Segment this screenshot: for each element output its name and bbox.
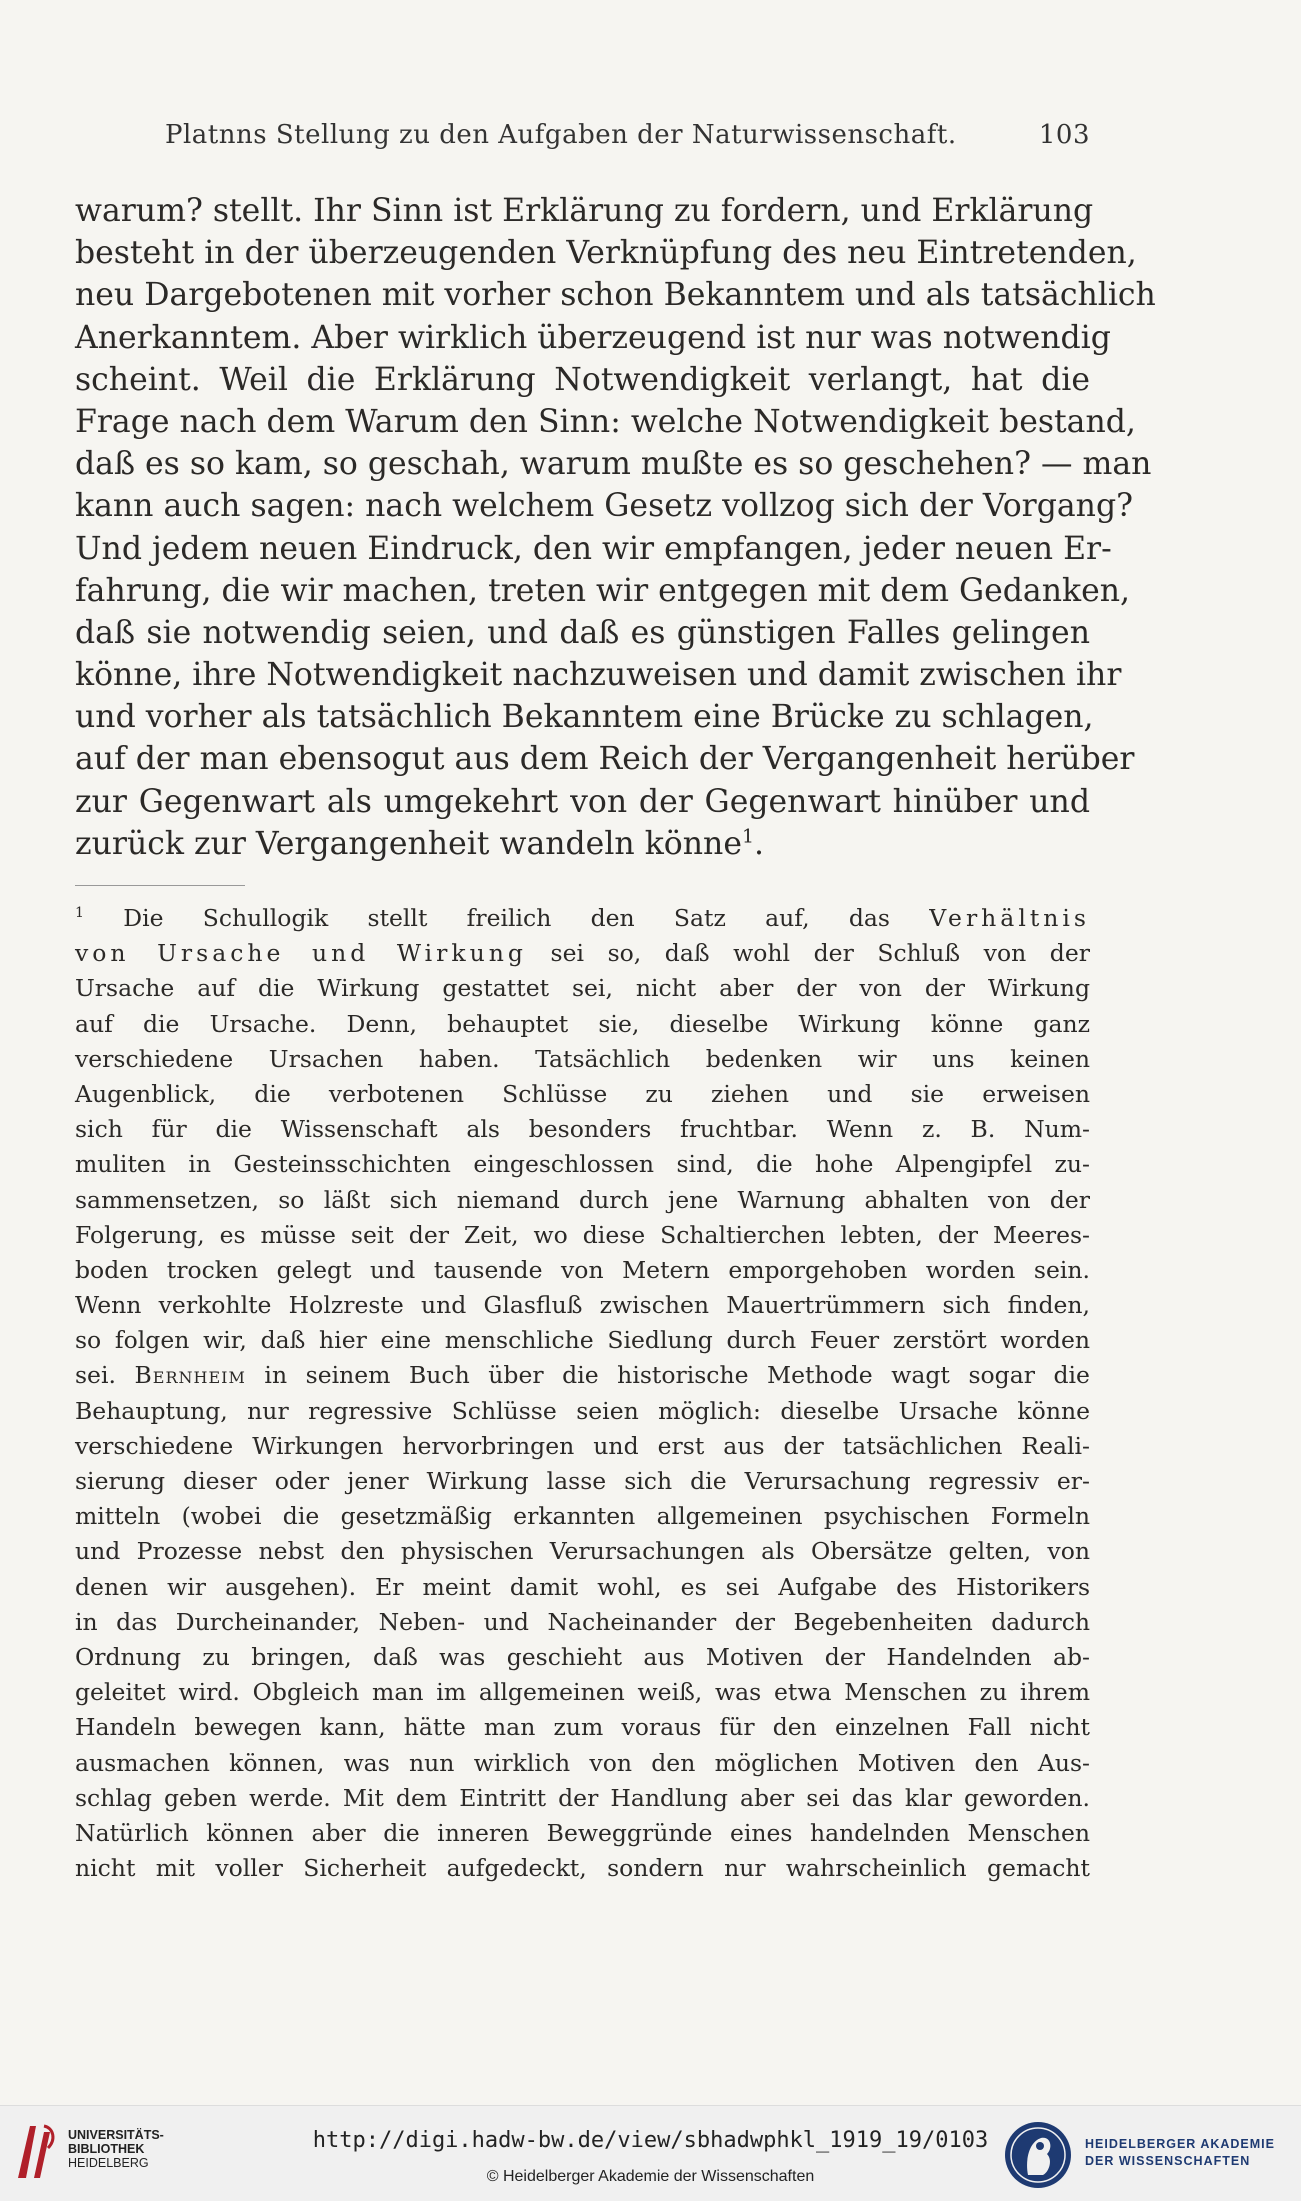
body-line-last bbox=[75, 823, 1090, 865]
body-line: auf der man ebensogut aus dem Reich der Vergangenheit herüber bbox=[75, 741, 1135, 778]
footnote-line: Ursache auf die Wirkung gestattet sei, nicht aber der von der Wirkung bbox=[75, 974, 1090, 1003]
footnote-line: denen wir ausgehen). Er meint damit wohl, es sei Aufgabe des Historikers bbox=[75, 1572, 1090, 1601]
footnote bbox=[75, 901, 1090, 1886]
copyright-notice: © Heidelberger Akademie der Wissenschaften bbox=[486, 2168, 815, 2185]
body-line: scheint. Weil die Erklärung Notwendigkeit verlangt, hat die bbox=[75, 361, 1090, 398]
final-punctuation: . bbox=[754, 825, 765, 862]
ub-line: HEIDELBERG bbox=[68, 2156, 149, 2170]
running-title: Platnns Stellung zu den Aufgaben der Naturwissenschaft. bbox=[165, 120, 957, 150]
footnote-emphasis: Verhältnis bbox=[929, 904, 1090, 932]
body-line: Und jedem neuen Eindruck, den wir empfangen, jeder neuen Er- bbox=[75, 530, 1112, 567]
body-line: warum? stellt. Ihr Sinn ist Erklärung zu fordern, und Erklärung bbox=[75, 193, 1094, 229]
body-line: daß sie notwendig seien, und daß es günstigen Falles gelingen bbox=[75, 614, 1090, 651]
page-number: 103 bbox=[1038, 120, 1090, 150]
academy-seal-icon bbox=[1003, 2120, 1073, 2190]
body-line-text: zurück zur Vergangenheit wandeln könne bbox=[75, 825, 742, 862]
footnote-line: und Prozesse nebst den physischen Verursachungen als Obersätze gelten, von bbox=[75, 1537, 1090, 1566]
footnote-line: verschiedene Wirkungen hervorbringen und erst aus der tatsächlichen Reali- bbox=[75, 1431, 1090, 1460]
footnote-line: muliten in Gesteinsschichten eingeschlossen sind, die hohe Alpengipfel zu- bbox=[75, 1150, 1090, 1179]
footnote-line: sich für die Wissenschaft als besonders fruchtbar. Wenn z. B. Num- bbox=[75, 1115, 1090, 1144]
footnote-line: Wenn verkohlte Holzreste und Glasfluß zwischen Mauertrümmern sich finden, bbox=[75, 1291, 1090, 1320]
footnote-text: Die Schullogik stellt freilich den Satz auf, das bbox=[123, 904, 890, 932]
footnote-line: nicht mit voller Sicherheit aufgedeckt, sondern nur wahrscheinlich gemacht bbox=[75, 1854, 1090, 1883]
body-line: daß es so kam, so geschah, warum mußte es so geschehen? — man bbox=[75, 446, 1152, 483]
footnote-line: in das Durcheinander, Neben- und Nacheinander der Begebenheiten dadurch bbox=[75, 1607, 1090, 1636]
body-line: Anerkanntem. Aber wirklich überzeugend ist nur was notwendig bbox=[75, 319, 1111, 356]
body-line: fahrung, die wir machen, treten wir entgegen mit dem Gedanken, bbox=[75, 572, 1131, 609]
footnote-reference: 1 bbox=[741, 825, 754, 848]
footnote-line: so folgen wir, daß hier eine menschliche Siedlung durch Feuer zerstört worden bbox=[75, 1326, 1090, 1355]
footnote-line: verschiedene Ursachen haben. Tatsächlich bedenken wir uns keinen bbox=[75, 1044, 1090, 1073]
footnote-line: schlag geben werde. Mit dem Eintritt der Handlung aber sei das klar geworden. bbox=[75, 1783, 1090, 1812]
footnote-line: Folgerung, es müsse seit der Zeit, wo diese Schaltierchen lebten, der Meeres- bbox=[75, 1220, 1090, 1249]
ub-line: BIBLIOTHEK bbox=[68, 2142, 145, 2156]
footnote-line bbox=[75, 1358, 1090, 1393]
footnote-line: sierung dieser oder jener Wirkung lasse sich die Verursachung regressiv er- bbox=[75, 1467, 1090, 1495]
footnote-line: boden trocken gelegt und tausende von Metern emporgehoben worden sein. bbox=[75, 1255, 1090, 1284]
author-name: Bernheim bbox=[134, 1361, 246, 1390]
body-line: kann auch sagen: nach welchem Gesetz vollzog sich der Vorgang? bbox=[75, 488, 1134, 525]
footnote-line: ausmachen können, was nun wirklich von den möglichen Motiven den Aus- bbox=[75, 1748, 1090, 1777]
body-line: könne, ihre Notwendigkeit nachzuweisen und damit zwischen ihr bbox=[75, 657, 1122, 694]
footnote-line: geleitet wird. Obgleich man im allgemeinen weiß, was etwa Menschen zu ihrem bbox=[75, 1678, 1090, 1707]
footnote-divider bbox=[75, 885, 245, 886]
academy-name bbox=[1085, 2136, 1275, 2170]
footnote-line: Behauptung, nur regressive Schlüsse seien möglich: dieselbe Ursache könne bbox=[75, 1396, 1090, 1425]
body-line: neu Dargebotenen mit vorher schon Bekanntem und als tatsächlich bbox=[75, 277, 1156, 314]
body-line: zur Gegenwart als umgekehrt von der Gegenwart hinüber und bbox=[75, 783, 1090, 820]
academy-line: DER WISSENSCHAFTEN bbox=[1085, 2154, 1251, 2168]
academy-line: HEIDELBERGER AKADEMIE bbox=[1085, 2137, 1275, 2151]
footnote-emphasis: von Ursache und Wirkung bbox=[75, 939, 527, 968]
body-line: besteht in der überzeugenden Verknüpfung des neu Eintretenden, bbox=[75, 235, 1137, 272]
footnote-text: sei. bbox=[75, 1361, 116, 1390]
footnote-line: Natürlich können aber die inneren Beweggründe eines handelnden Menschen bbox=[75, 1818, 1090, 1847]
footnote-text: sei so, daß wohl der Schluß von der bbox=[550, 939, 1090, 968]
footnote-line bbox=[75, 901, 1090, 936]
ub-line: UNIVERSITÄTS- bbox=[68, 2128, 164, 2142]
footnote-text: in seinem Buch über die historische Methode wagt sogar die bbox=[264, 1361, 1090, 1390]
footnote-line: Augenblick, die verbotenen Schlüsse zu ziehen und sie erweisen bbox=[75, 1079, 1090, 1108]
permalink-url[interactable]: http://digi.hadw-bw.de/view/sbhadwphkl_1919_19/0103 bbox=[312, 2128, 989, 2153]
body-line: Frage nach dem Warum den Sinn: welche Notwendigkeit bestand, bbox=[75, 403, 1136, 440]
footnote-line: sammensetzen, so läßt sich niemand durch jene Warnung abhalten von der bbox=[75, 1185, 1090, 1214]
footnote-marker: 1 bbox=[75, 905, 84, 922]
footnote-line: Ordnung zu bringen, daß was geschieht aus Motiven der Handelnden ab- bbox=[75, 1642, 1090, 1671]
footnote-line: auf die Ursache. Denn, behauptet sie, dieselbe Wirkung könne ganz bbox=[75, 1009, 1090, 1038]
footnote-line: mitteln (wobei die gesetzmäßig erkannten allgemeinen psychischen Formeln bbox=[75, 1502, 1090, 1531]
viewer-footer bbox=[0, 2105, 1301, 2201]
footnote-line: Handeln bewegen kann, hätte man zum voraus für den einzelnen Fall nicht bbox=[75, 1713, 1090, 1742]
body-text bbox=[75, 190, 1156, 865]
footnote-line bbox=[75, 936, 1090, 971]
body-line: und vorher als tatsächlich Bekanntem eine Brücke zu schlagen, bbox=[75, 699, 1094, 736]
